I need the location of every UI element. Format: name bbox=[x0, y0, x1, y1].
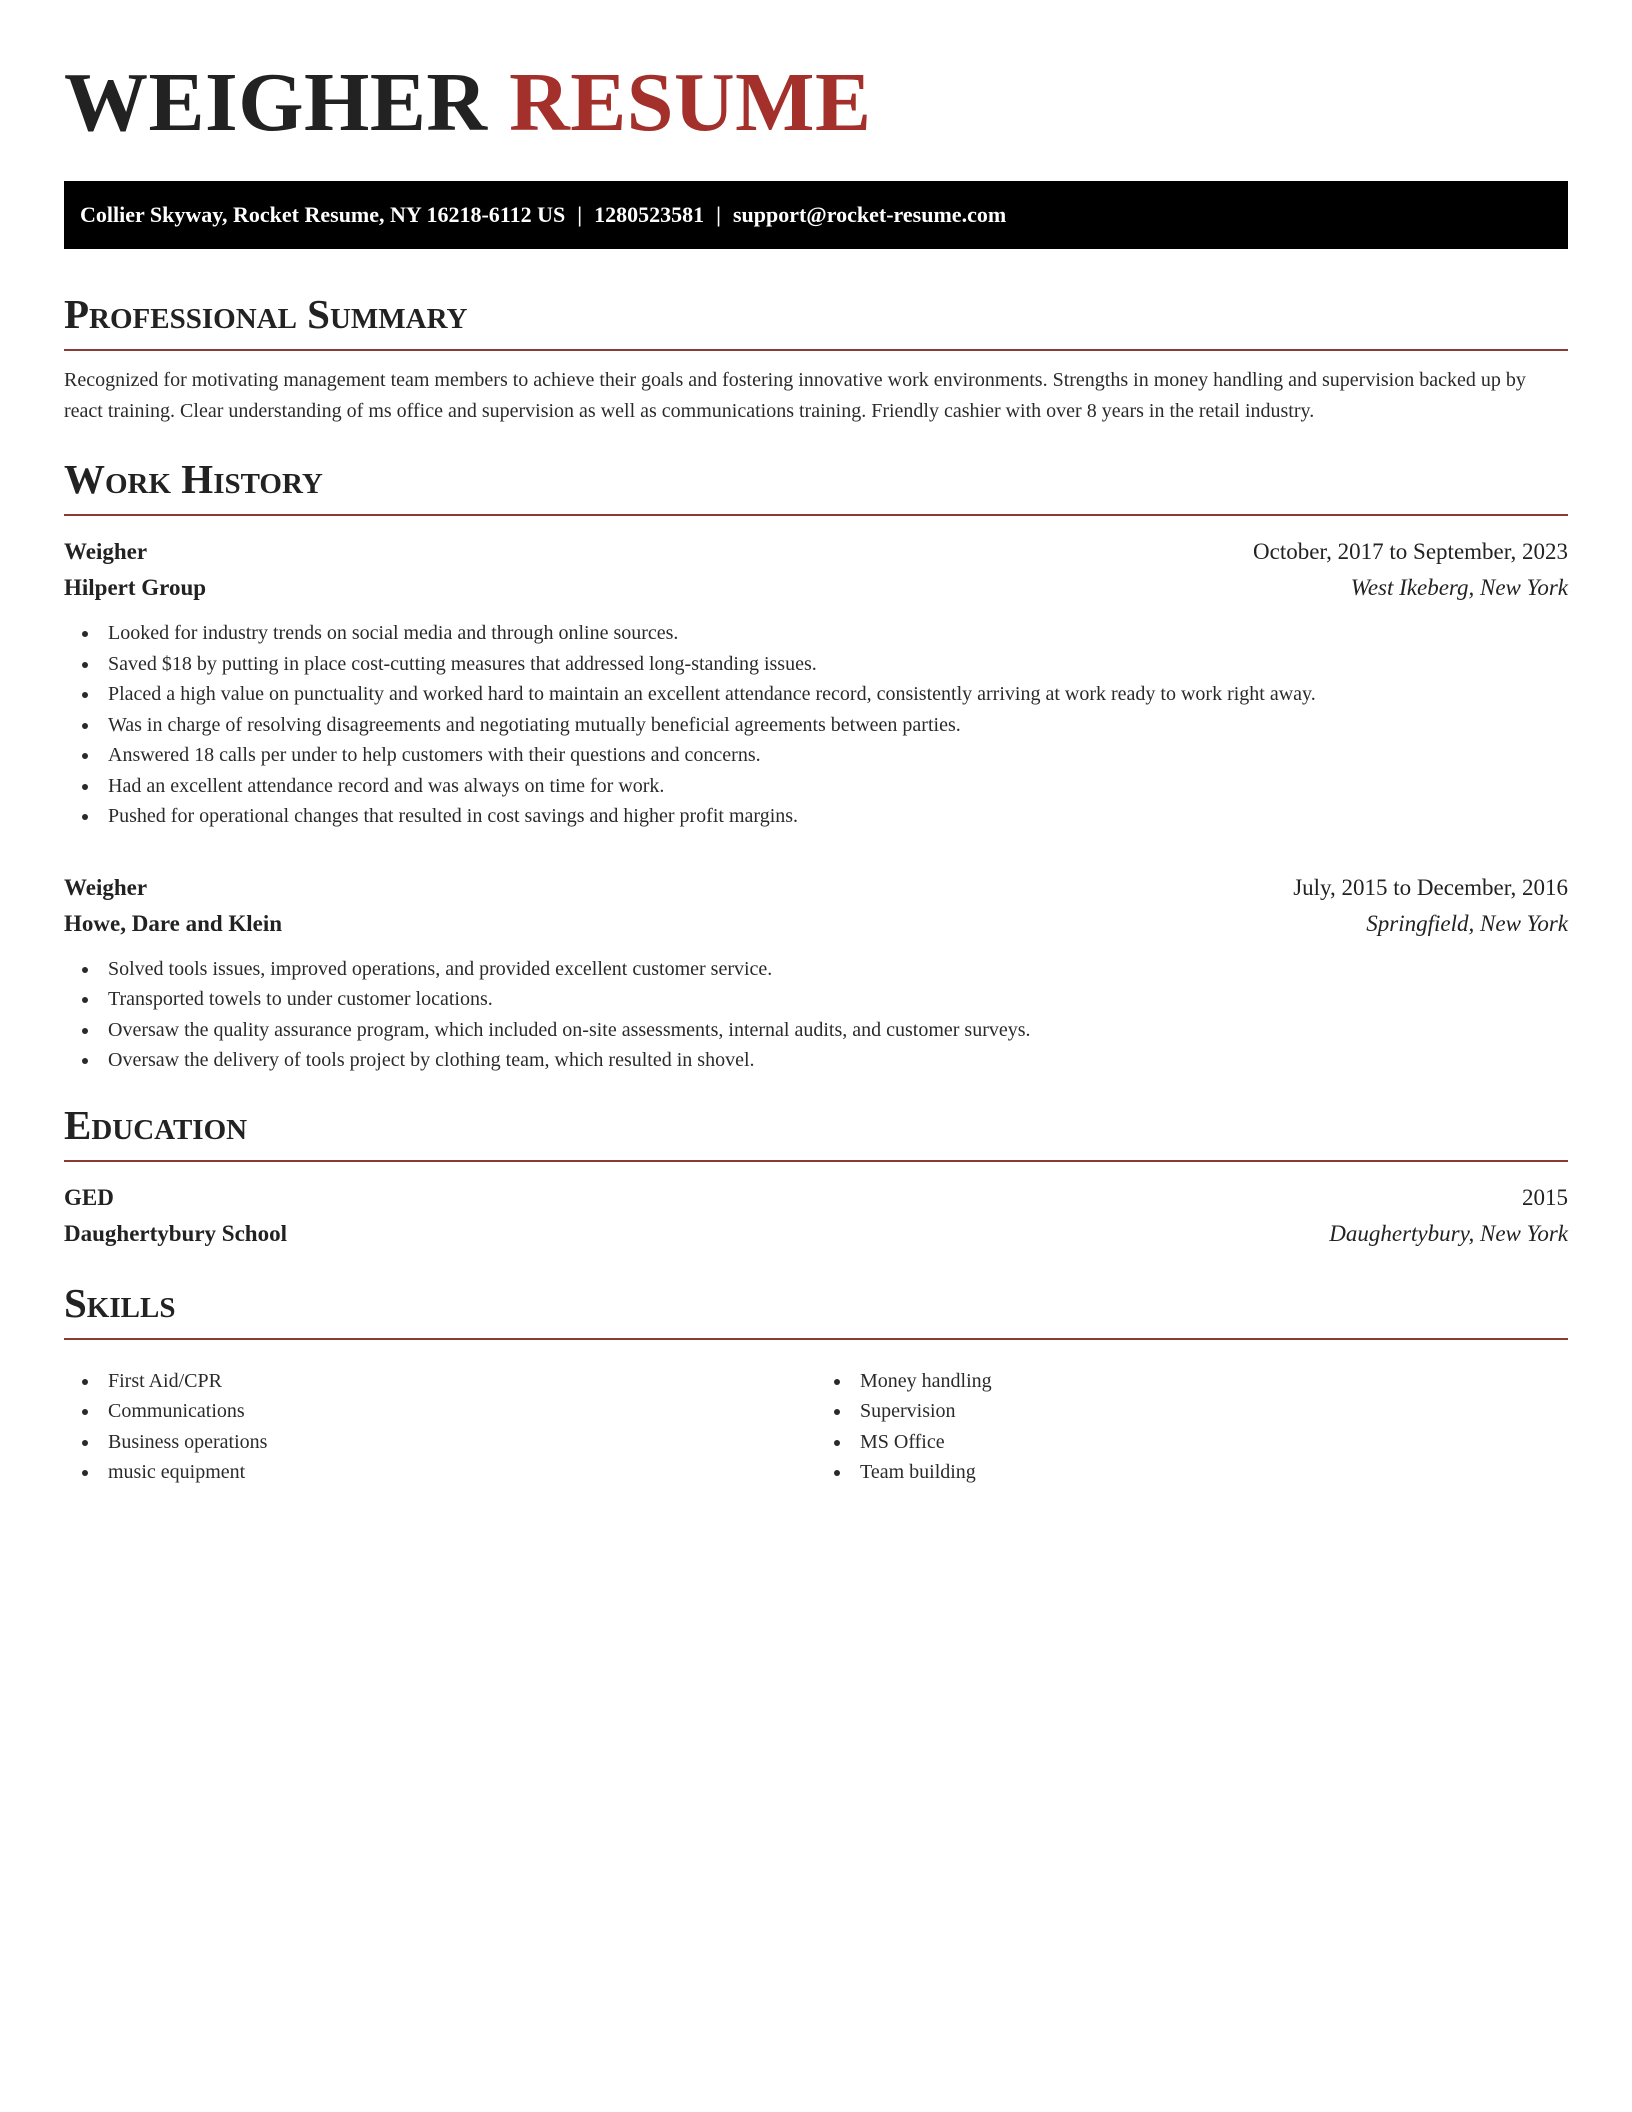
skills-grid bbox=[64, 1354, 1568, 1488]
job-bullet: Looked for industry trends on social media and through online sources. bbox=[64, 618, 1568, 649]
summary-heading: Professional Summary bbox=[64, 289, 1568, 351]
education-degree: GED bbox=[64, 1184, 114, 1210]
job-bullet: Placed a high value on punctuality and worked hard to maintain an excellent attendance record, consistently arriving at work ready to work right away. bbox=[64, 679, 1568, 710]
contact-phone: 1280523581 bbox=[594, 202, 705, 227]
skill-item: music equipment bbox=[64, 1457, 816, 1488]
job-bullet: Oversaw the quality assurance program, which included on-site assessments, internal audits, and customer surveys. bbox=[64, 1015, 1568, 1046]
skill-item: MS Office bbox=[816, 1427, 1568, 1458]
job-location: Springfield, New York bbox=[1366, 910, 1568, 936]
job-dates: July, 2015 to December, 2016 bbox=[1293, 874, 1568, 900]
job-entry bbox=[64, 870, 1568, 1076]
skill-item: First Aid/CPR bbox=[64, 1366, 816, 1397]
job-title: Weigher bbox=[64, 874, 148, 900]
job-bullet: Oversaw the delivery of tools project by clothing team, which resulted in shovel. bbox=[64, 1045, 1568, 1076]
job-bullets bbox=[64, 954, 1568, 1076]
skill-item: Money handling bbox=[816, 1366, 1568, 1397]
job-company-row bbox=[64, 906, 1568, 942]
job-bullet: Had an excellent attendance record and was always on time for work. bbox=[64, 771, 1568, 802]
contact-email: support@rocket-resume.com bbox=[732, 202, 1007, 227]
title-resume-word: RESUME bbox=[509, 56, 872, 149]
job-title-row bbox=[64, 870, 1568, 906]
summary-section bbox=[64, 289, 1568, 427]
resume-title bbox=[64, 50, 1568, 155]
job-entry bbox=[64, 534, 1568, 832]
summary-text: Recognized for motivating management team members to achieve their goals and fostering innovative work environments. Strengths in money handling and supervision backed up by react training. Clear understanding of ms office and supervision as well as communications training. Friendly cashier with over 8 years in the retail industry. bbox=[64, 369, 1526, 422]
job-bullet: Pushed for operational changes that resulted in cost savings and higher profit margins. bbox=[64, 801, 1568, 832]
job-bullet: Solved tools issues, improved operations, and provided excellent customer service. bbox=[64, 954, 1568, 985]
title-name: WEIGHER bbox=[64, 56, 488, 149]
education-location: Daughertybury, New York bbox=[1329, 1220, 1568, 1246]
skills-column-right bbox=[816, 1366, 1568, 1488]
skills-section bbox=[64, 1278, 1568, 1488]
job-company: Hilpert Group bbox=[64, 575, 207, 600]
skill-item: Communications bbox=[64, 1396, 816, 1427]
education-year: 2015 bbox=[1522, 1184, 1568, 1210]
skills-column-left bbox=[64, 1366, 816, 1488]
contact-separator: | bbox=[716, 202, 721, 227]
education-heading: Education bbox=[64, 1100, 1568, 1162]
job-company: Howe, Dare and Klein bbox=[64, 910, 283, 936]
skill-item: Supervision bbox=[816, 1396, 1568, 1427]
job-bullet: Saved $18 by putting in place cost-cutting measures that addressed long-standing issues. bbox=[64, 649, 1568, 680]
education-entry bbox=[64, 1180, 1568, 1252]
job-title-row bbox=[64, 534, 1568, 570]
skill-item: Business operations bbox=[64, 1427, 816, 1458]
contact-bar bbox=[64, 181, 1568, 249]
education-section bbox=[64, 1100, 1568, 1252]
work-history-heading: Work History bbox=[64, 454, 1568, 516]
skill-item: Team building bbox=[816, 1457, 1568, 1488]
contact-separator: | bbox=[577, 202, 583, 227]
contact-address: Collier Skyway, Rocket Resume, NY 16218-6112 US bbox=[80, 202, 566, 227]
education-school-row bbox=[64, 1216, 1568, 1252]
job-bullet: Answered 18 calls per under to help customers with their questions and concerns. bbox=[64, 740, 1568, 771]
job-dates: October, 2017 to September, 2023 bbox=[1253, 539, 1568, 564]
work-history-section bbox=[64, 454, 1568, 1076]
job-company-row bbox=[64, 570, 1568, 606]
job-bullets bbox=[64, 618, 1568, 832]
job-location: West Ikeberg, New York bbox=[1350, 575, 1568, 600]
job-bullet: Was in charge of resolving disagreements and negotiating mutually beneficial agreements between parties. bbox=[64, 710, 1568, 741]
education-degree-row bbox=[64, 1180, 1568, 1216]
job-bullet: Transported towels to under customer locations. bbox=[64, 984, 1568, 1015]
skills-heading: Skills bbox=[64, 1278, 1568, 1340]
job-title: Weigher bbox=[64, 539, 148, 564]
education-school: Daughertybury School bbox=[64, 1220, 287, 1246]
